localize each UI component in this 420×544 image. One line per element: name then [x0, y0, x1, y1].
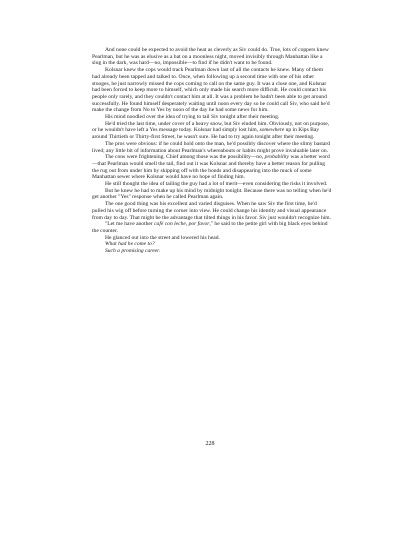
paragraph-text: The pros were obvious: if he could hold onto the man, he'd possibly discover where the slimy bastard lived; any little bit of information about Pearlman's whereabouts or habits might prove invaluable later on. — [92, 140, 330, 154]
body-text — [92, 47, 332, 255]
paragraph — [92, 248, 332, 255]
paragraph — [92, 154, 332, 181]
paragraph-text: The cons were frightening. Chief among those was the possibility—no, — [105, 154, 265, 161]
paragraph — [92, 201, 332, 221]
paragraph-text: His mind noodled over the idea of trying to tail Siv tonight after their meeting. — [105, 114, 280, 121]
paragraph-text: up in Kips Bay around Thirtieth or Thirty-first Street, he wasn't sure. He had to try again tonight after their meeting. — [92, 127, 320, 141]
italic-text: Such a promising career. — [105, 248, 161, 255]
paragraph — [92, 235, 332, 242]
paragraph-text: was a better word—that Pearlman would smell the tail, find out it was Kolsnar and thereby have a better reason for pulling the rug out from under him by skipping off with the bonds and disappearing into the muck of some Manhattan sewer where Kolsnar would have no hope of finding him. — [92, 154, 330, 181]
paragraph-text: And none could be expected to avoid the heat as cleverly as Siv could do. True, lots of coppers knew Pearlman, but he was as elusive as a bat on a moonless night, moved invisibly through Manhattan like a slug in the dark, was hard—no, impossible—to find if he didn't want to be found. — [92, 47, 329, 67]
paragraph — [92, 141, 332, 154]
paragraph — [92, 221, 332, 234]
italic-text: What had he come to? — [105, 241, 155, 248]
paragraph — [92, 67, 332, 114]
paragraph — [92, 121, 332, 141]
paragraph-text: But he knew he had to make up his mind by midnight tonight. Because there was no telling when he'd get another "Yes" response when he called Pearlman again. — [92, 187, 332, 201]
paragraph — [92, 114, 332, 121]
paragraph-text: He still thought the idea of tailing the guy had a lot of merit—even considering the risks it involved. — [105, 181, 328, 188]
paragraph-text: Kolsnar knew the cops would track Pearlman down last of all the contacts he knew. Many of them had already been tapped and talked to. Once, when following up a second time with one of his other stooges, he just narrowly missed the cops coming to call on the same guy. It was a close one, and Kolsnar had been forced to keep more to himself, which only made his search more difficult. He could contact his people only rarely, and they couldn't contact him at all. It was a problem he hadn't been able to get around successfully. He found himself desperately waiting until noon every day so he could call Siv, who said he'd make the change from No to Yes by noon of the day he had some news for him. — [92, 67, 330, 114]
paragraph-text: "Let me have another — [105, 221, 155, 228]
italic-text: café con leche, por favor — [154, 221, 210, 228]
paragraph — [92, 188, 332, 201]
paragraph-text: ," he said to the petite girl with big black eyes behind the counter. — [92, 221, 328, 234]
italic-text: somewhere — [259, 127, 285, 134]
italic-text: probability — [264, 154, 290, 161]
paragraph-text: He glanced out into the street and lowered his head. — [105, 234, 220, 241]
paragraph-text: He'd tried the last time, under cover of a heavy snow, but Siv eluded him. Obviously, not on purpose, or he wouldn't have left a Yes message today. Kolsnar had simply lost him, — [92, 120, 330, 134]
paragraph — [92, 47, 332, 67]
paragraph-text: The one good thing was his excellent and varied disguises. When he saw Siv the first time, he'd pulled his wig off before turning the corner into view. He could change his identity and visual appearance from day to day. That might be the advantage that tilted things in his favor. Siv just wouldn't recognize him. — [92, 201, 332, 221]
page-number: 228 — [205, 441, 215, 447]
paragraph — [92, 241, 332, 248]
paragraph — [92, 181, 332, 188]
